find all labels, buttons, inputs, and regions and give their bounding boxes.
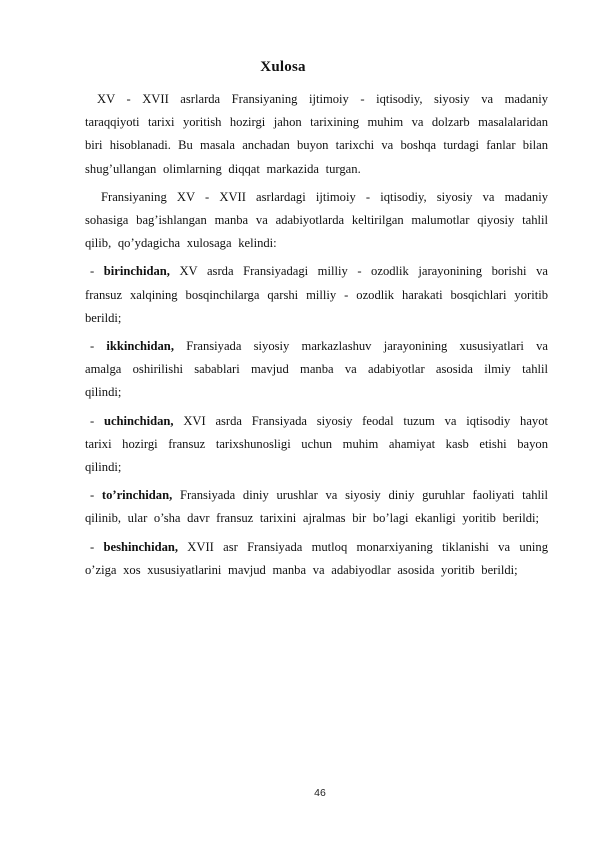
- bullet-dash: -: [90, 539, 104, 554]
- page-number: 46: [314, 787, 326, 799]
- conclusion-text-4: Fransiyada diniy urushlar va siyosiy diniy guruhlar faoliyati tahlil qilinib, ular o’sha davr fransuz tarixini ajralmas bir bo’lagi ekanligi yoritib berildi;: [85, 488, 549, 526]
- conclusion-item-4: [85, 484, 548, 530]
- conclusion-text-1: XV asrda Fransiyadagi milliy - ozodlik jarayonining borishi va fransuz xalqining bosqinchilarga qarshi milliy - ozodlik harakati bosqichlari yoritib berildi;: [85, 264, 548, 325]
- page-title: Xulosa: [260, 59, 306, 75]
- bullet-dash: -: [90, 339, 107, 354]
- conclusion-item-5: [85, 536, 548, 582]
- bullet-dash: -: [90, 488, 102, 503]
- conclusion-lead-5: beshinchidan,: [103, 539, 179, 554]
- conclusion-lead-1: birinchidan,: [103, 264, 170, 279]
- conclusion-lead-3: uchinchidan,: [103, 413, 174, 428]
- conclusion-item-3: [85, 410, 548, 480]
- conclusion-text-5: XVII asr Fransiyada mutloq monarxiyaning tiklanishi va uning o’ziga xos xususiyatlarini mavjud manba va adabiyodlar asosida yoritib berildi;: [85, 539, 549, 577]
- intro-paragraph-1: XV - XVII asrlarda Fransiyaning ijtimoiy - iqtisodiy, siyosiy va madaniy taraqqiyoti tarixi yoritish hozirgi jahon tarixining muhim va dolzarb masalalaridan biri hisoblanadi. Bu masala anchadan buyon tarixchi va boshqa turdagi fanlar bilan shug’ullangan olimlarning diqqat markazida turgan.: [85, 92, 548, 176]
- bullet-dash: -: [90, 413, 104, 428]
- bullet-dash: -: [90, 264, 104, 279]
- document-body: [85, 88, 548, 582]
- conclusion-lead-4: to’rinchidan,: [101, 488, 173, 503]
- conclusion-lead-2: ikkinchidan,: [106, 339, 174, 354]
- conclusion-item-1: [85, 260, 548, 330]
- conclusion-text-2: Fransiyada siyosiy markazlashuv jarayonining xususiyatlari va amalga oshirilishi sabablari mavjud manba va adabiyotlar asosida ilmiy tahlil qilindi;: [85, 339, 549, 400]
- conclusion-item-2: [85, 335, 548, 405]
- conclusion-text-3: XVI asrda Fransiyada siyosiy feodal tuzum va iqtisodiy hayot tarixi hozirgi fransuz tarixshunosligi uchun muhim ahamiyat kasb etishi bayon qilindi;: [85, 413, 548, 475]
- intro-paragraph-2: Fransiyaning XV - XVII asrlardagi ijtimoiy - iqtisodiy, siyosiy va madaniy sohasiga bag’ishlangan manba va adabiyotlarda keltirilgan malumotlar qiyosiy tahlil qilib, qo’ydagicha xulosaga kelindi:: [85, 189, 548, 251]
